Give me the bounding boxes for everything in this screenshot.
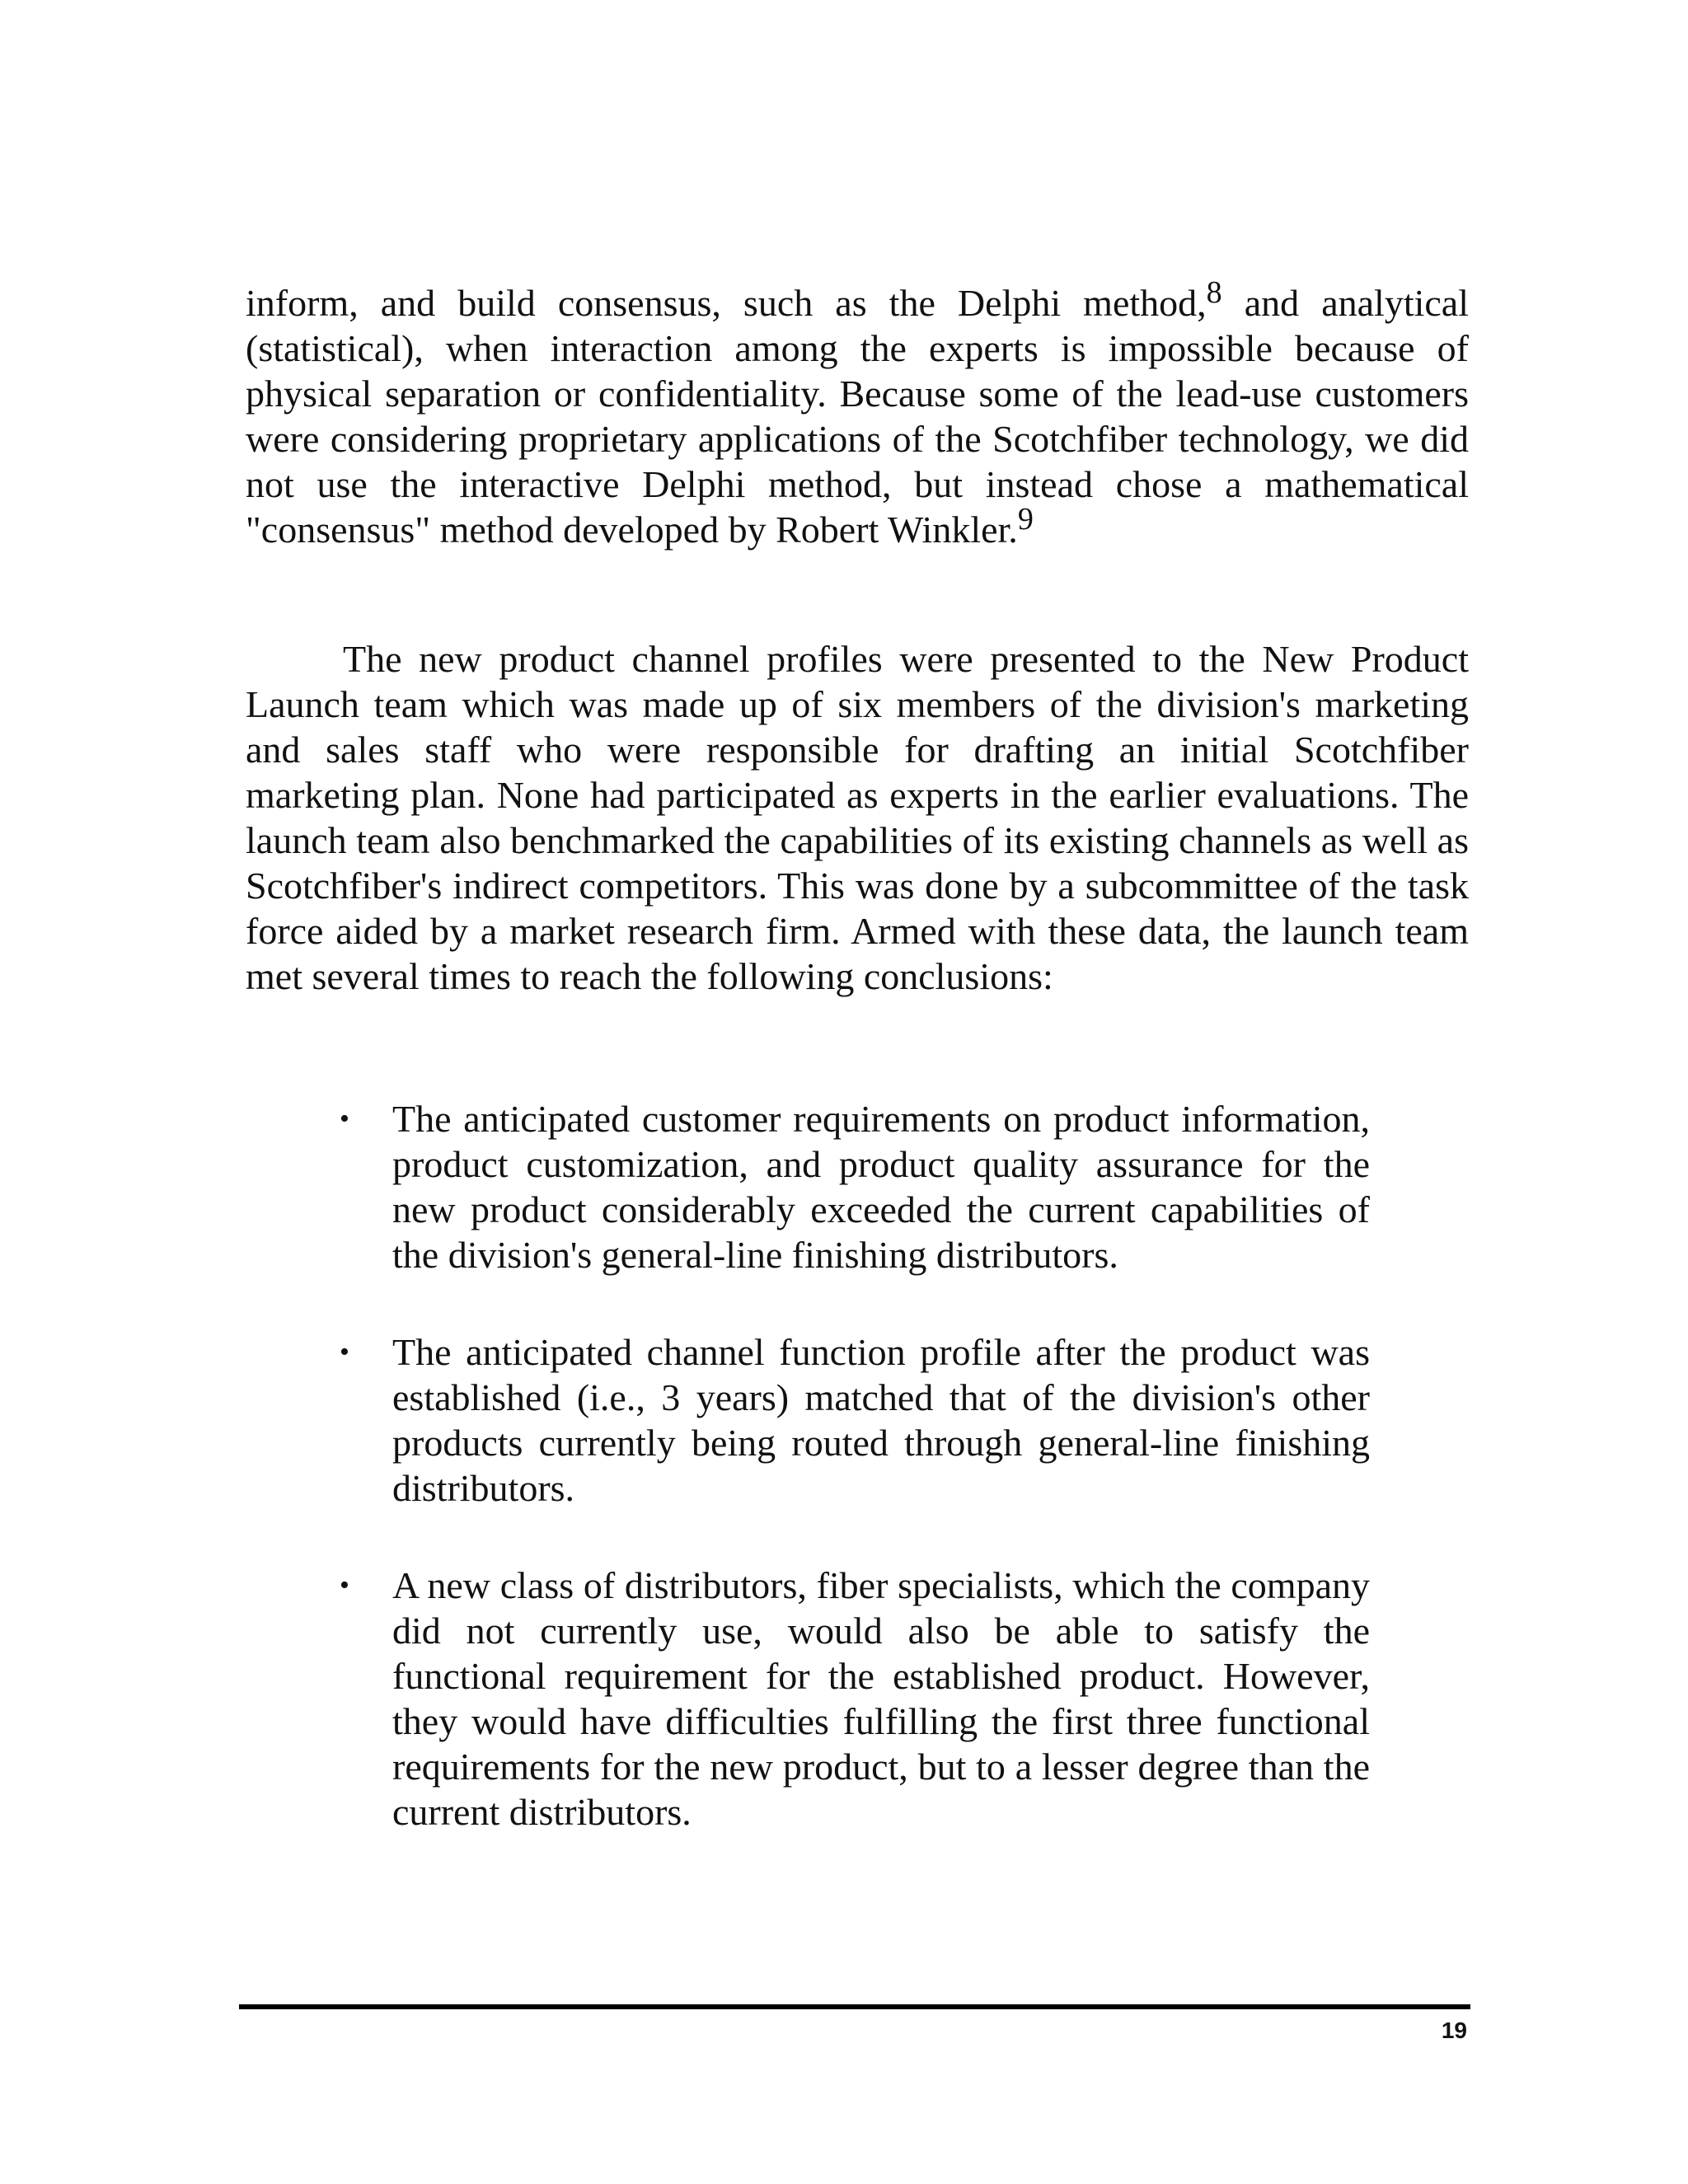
conclusions-list (340, 1096, 1370, 1886)
list-item (340, 1329, 1370, 1511)
list-item (340, 1563, 1370, 1835)
paragraph-2: The new product channel profiles were presented to the New Product Launch team which was made up of six members of the division's marketing and sales staff who were responsible for drafting an initial Scotchfiber marketing plan. None had participated as experts in the earlier evaluations. The launch team also benchmarked the capabilities of its existing channels as well as Scotchfiber's indirect competitors. This was done by a subcommittee of the task force aided by a market research firm. Armed with these data, the launch team met several times to reach the following conclusions: (246, 638, 1469, 997)
footnote-ref-8[interactable]: 8 (1206, 275, 1222, 311)
bullet-icon: • (340, 1337, 349, 1367)
paragraph-1-text-b: and analytical (statistical), when interaction among the experts is impossible because of physical separation or confidentiality. Because some of the lead-use customers were considering proprietary applications of the Scotchfiber technology, we did not use the interactive Delphi method, but instead chose a mathematical "consensus" method developed by Robert Winkler. (246, 282, 1469, 551)
list-item-text: The anticipated channel function profile after the product was established (i.e., 3 years) matched that of the division's other products currently being routed through general-line finishing distributors. (392, 1331, 1370, 1509)
footer-divider (239, 2004, 1470, 2009)
bullet-icon: • (340, 1570, 349, 1601)
page-number: 19 (1441, 2018, 1467, 2043)
paragraph-1 (246, 275, 1469, 552)
list-item-text: The anticipated customer requirements on product information, product customization, and product quality assurance for the new product considerably exceeded the current capabilities of the division's general-line finishing distributors. (392, 1098, 1370, 1276)
paragraph-1-text-a: inform, and build consensus, such as the Delphi method, (246, 282, 1207, 324)
footnote-ref-9[interactable]: 9 (1017, 502, 1034, 537)
bullet-icon: • (340, 1104, 349, 1134)
list-item-text: A new class of distributors, fiber specialists, which the company did not currently use, would also be able to satisfy the functional requirement for the established product. However, they would have difficulties fulfilling the first three functional requirements for the new product, but to a lesser degree than the current distributors. (392, 1564, 1370, 1833)
list-item (340, 1096, 1370, 1277)
